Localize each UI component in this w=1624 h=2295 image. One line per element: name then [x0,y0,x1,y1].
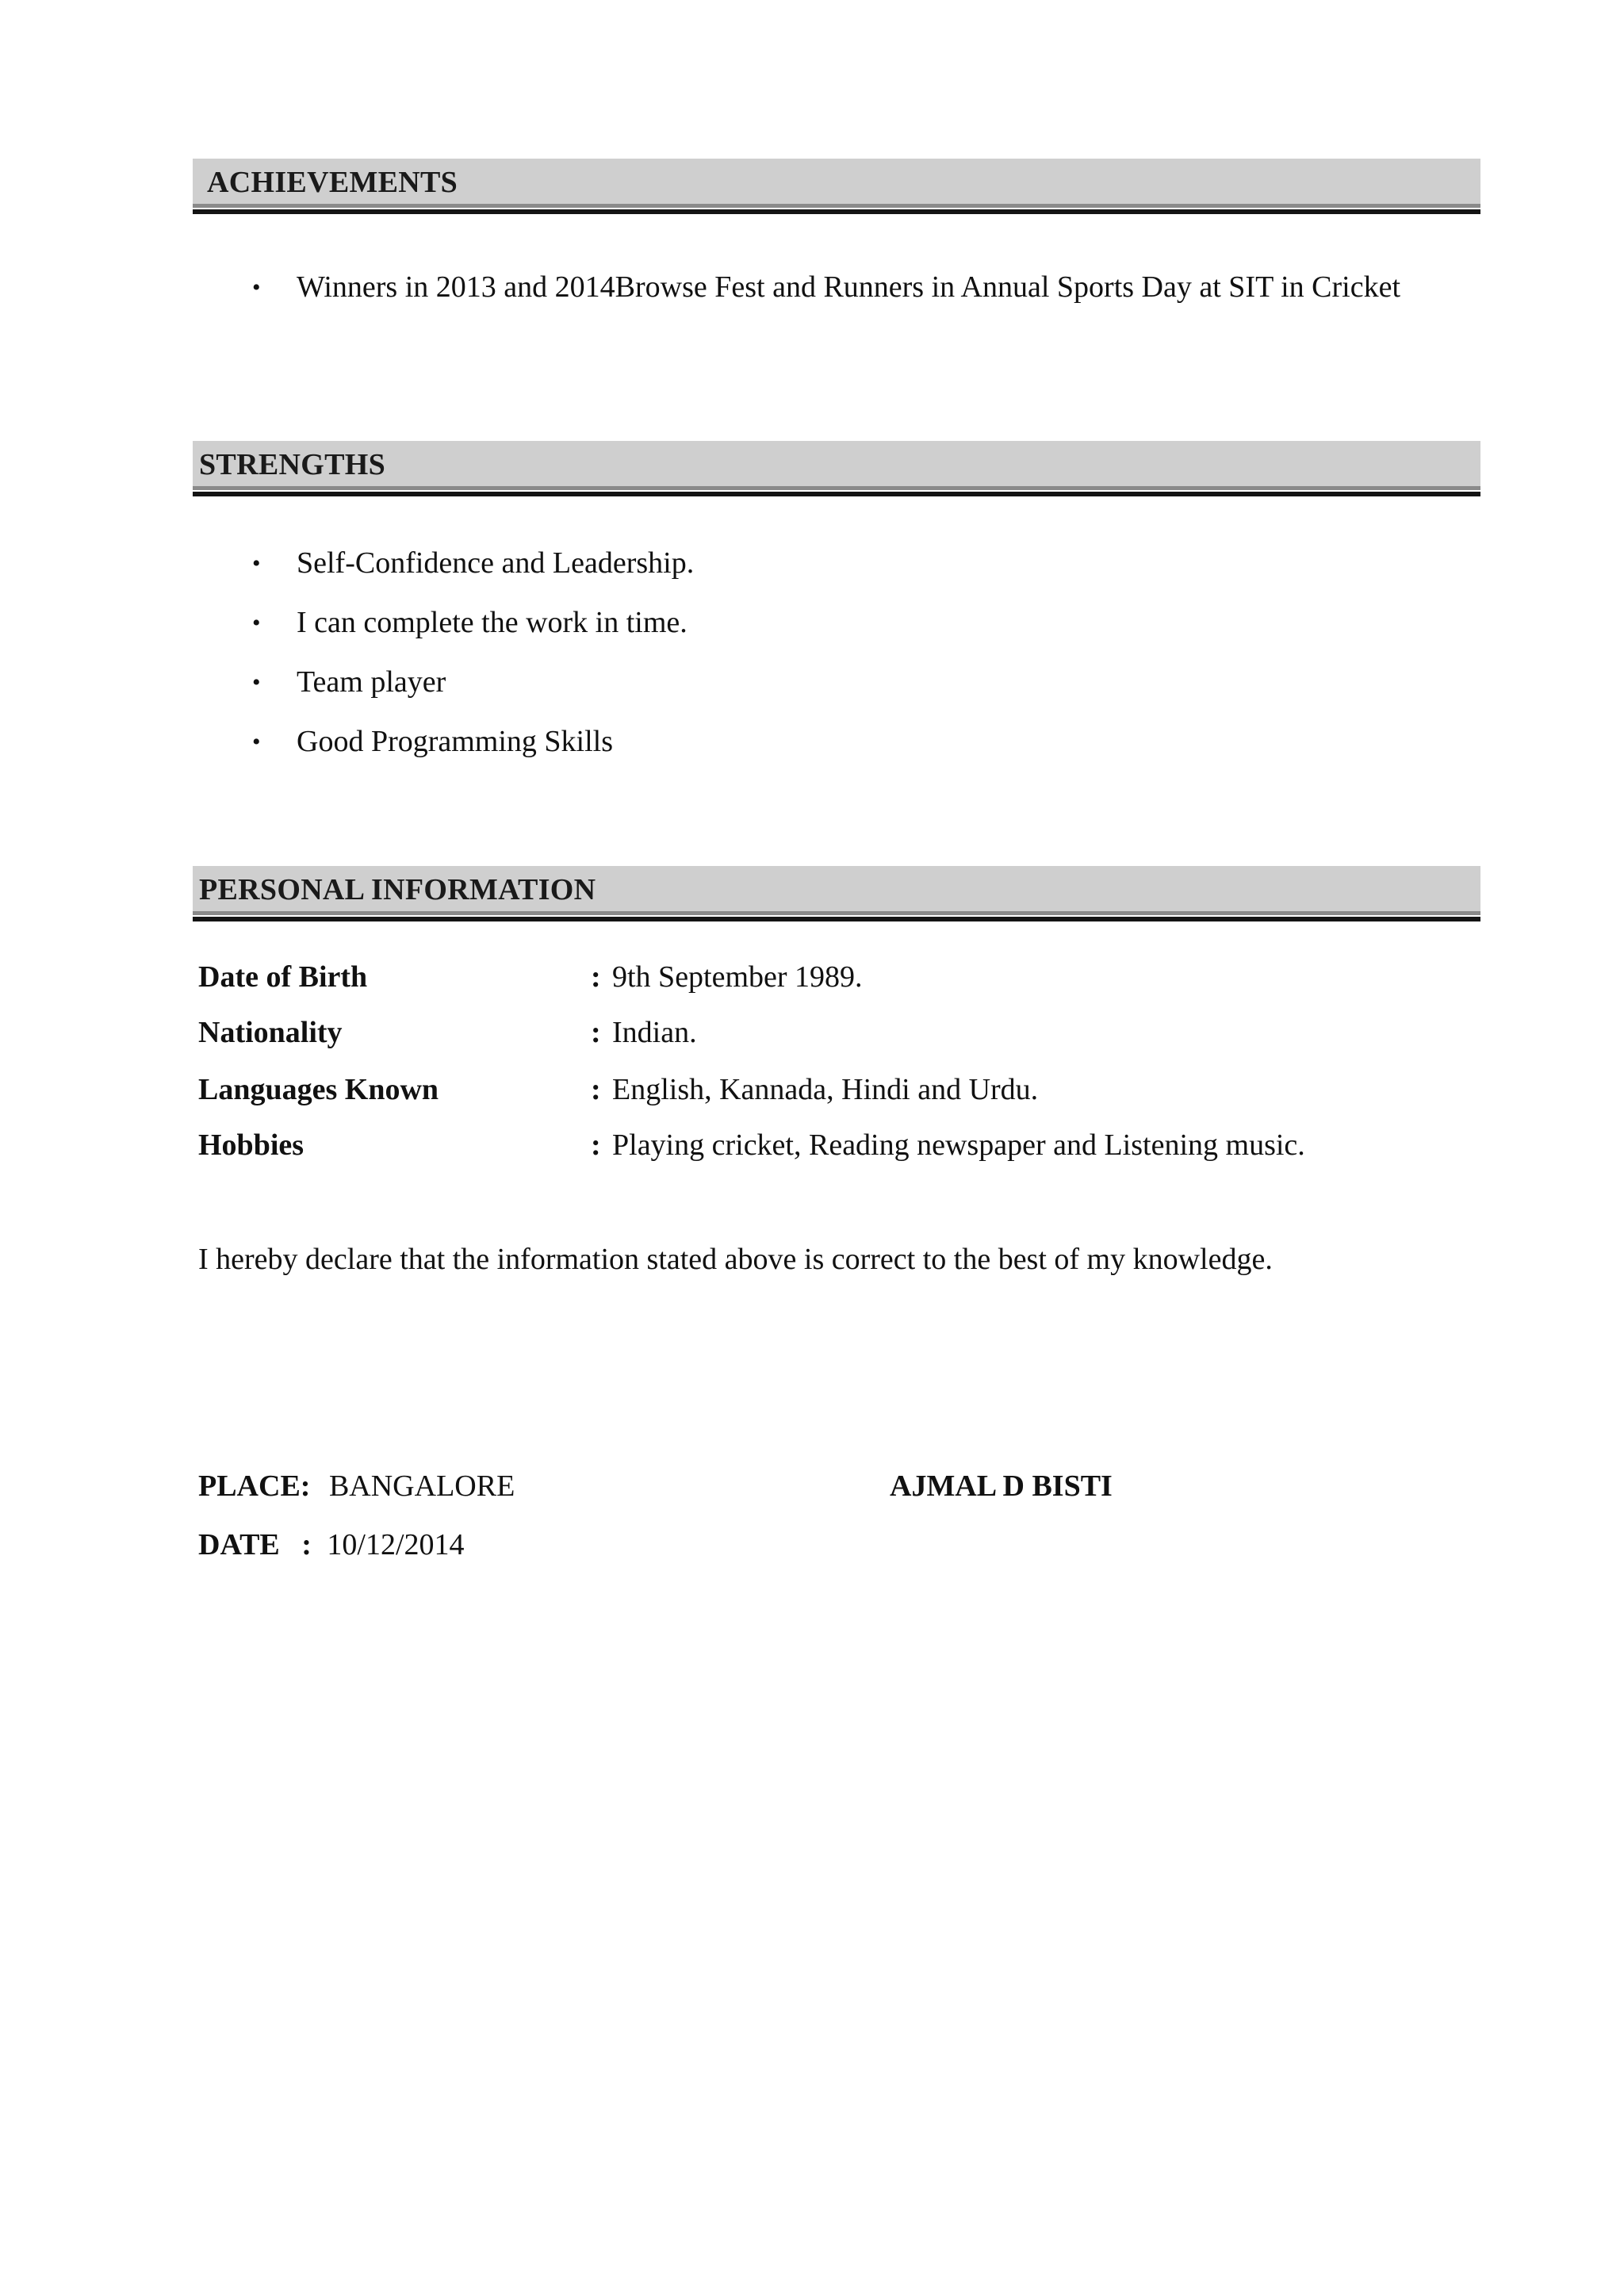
list-item [246,593,1483,653]
date-label: DATE : [198,1528,312,1561]
header-rule-black [193,209,1480,214]
strength-text: I can complete the work in time. [297,606,688,639]
list-item [246,712,1483,772]
signature-name: AJMAL D BISTI [890,1469,1113,1503]
info-colon: : [591,960,601,994]
strength-text: Good Programming Skills [297,725,614,758]
strengths-title: STRENGTHS [199,448,386,481]
header-rule-black [193,492,1480,496]
place-row [198,1462,515,1510]
info-value: 9th September 1989. [612,960,863,994]
bullet-icon: • [252,550,261,577]
info-row-nationality [198,1009,1483,1056]
achievements-header [193,159,1480,205]
info-colon: : [591,1073,601,1106]
info-row-date-of-birth [198,953,1483,1001]
info-label: Hobbies [198,1128,304,1162]
header-rule-gray [193,486,1480,490]
strength-text: Team player [297,665,446,699]
info-colon: : [591,1016,601,1049]
personal-info-header [193,866,1480,912]
personal-info-title: PERSONAL INFORMATION [199,873,596,906]
list-item [246,653,1483,712]
info-label: Date of Birth [198,960,368,994]
strength-text: Self-Confidence and Leadership. [297,546,695,580]
date-row [198,1521,465,1569]
header-rule-gray [193,204,1480,208]
info-label: Nationality [198,1016,343,1049]
list-item [246,534,1483,593]
info-row-hobbies [198,1121,1483,1169]
header-rule-gray [193,911,1480,915]
info-value: English, Kannada, Hindi and Urdu. [612,1073,1039,1106]
achievement-text: Winners in 2013 and 2014Browse Fest and Runners in Annual Sports Day at SIT in Cricket [297,270,1401,304]
achievements-title: ACHIEVEMENTS [207,166,458,199]
declaration-text: I hereby declare that the information stated above is correct to the best of my knowledge. [198,1243,1273,1276]
info-label: Languages Known [198,1073,439,1106]
info-colon: : [591,1128,601,1162]
bullet-icon: • [252,274,261,301]
date-value: 10/12/2014 [327,1528,465,1561]
info-row-languages [198,1066,1483,1113]
strengths-header [193,441,1480,487]
place-value: BANGALORE [328,1469,515,1503]
place-label: PLACE: [198,1469,311,1503]
achievements-list [246,259,1483,316]
list-item [246,259,1483,316]
strengths-list [246,534,1483,772]
bullet-icon: • [252,669,261,695]
bullet-icon: • [252,610,261,636]
info-value: Playing cricket, Reading newspaper and Listening music. [612,1128,1305,1162]
info-value: Indian. [612,1016,697,1049]
header-rule-black [193,917,1480,921]
bullet-icon: • [252,729,261,755]
